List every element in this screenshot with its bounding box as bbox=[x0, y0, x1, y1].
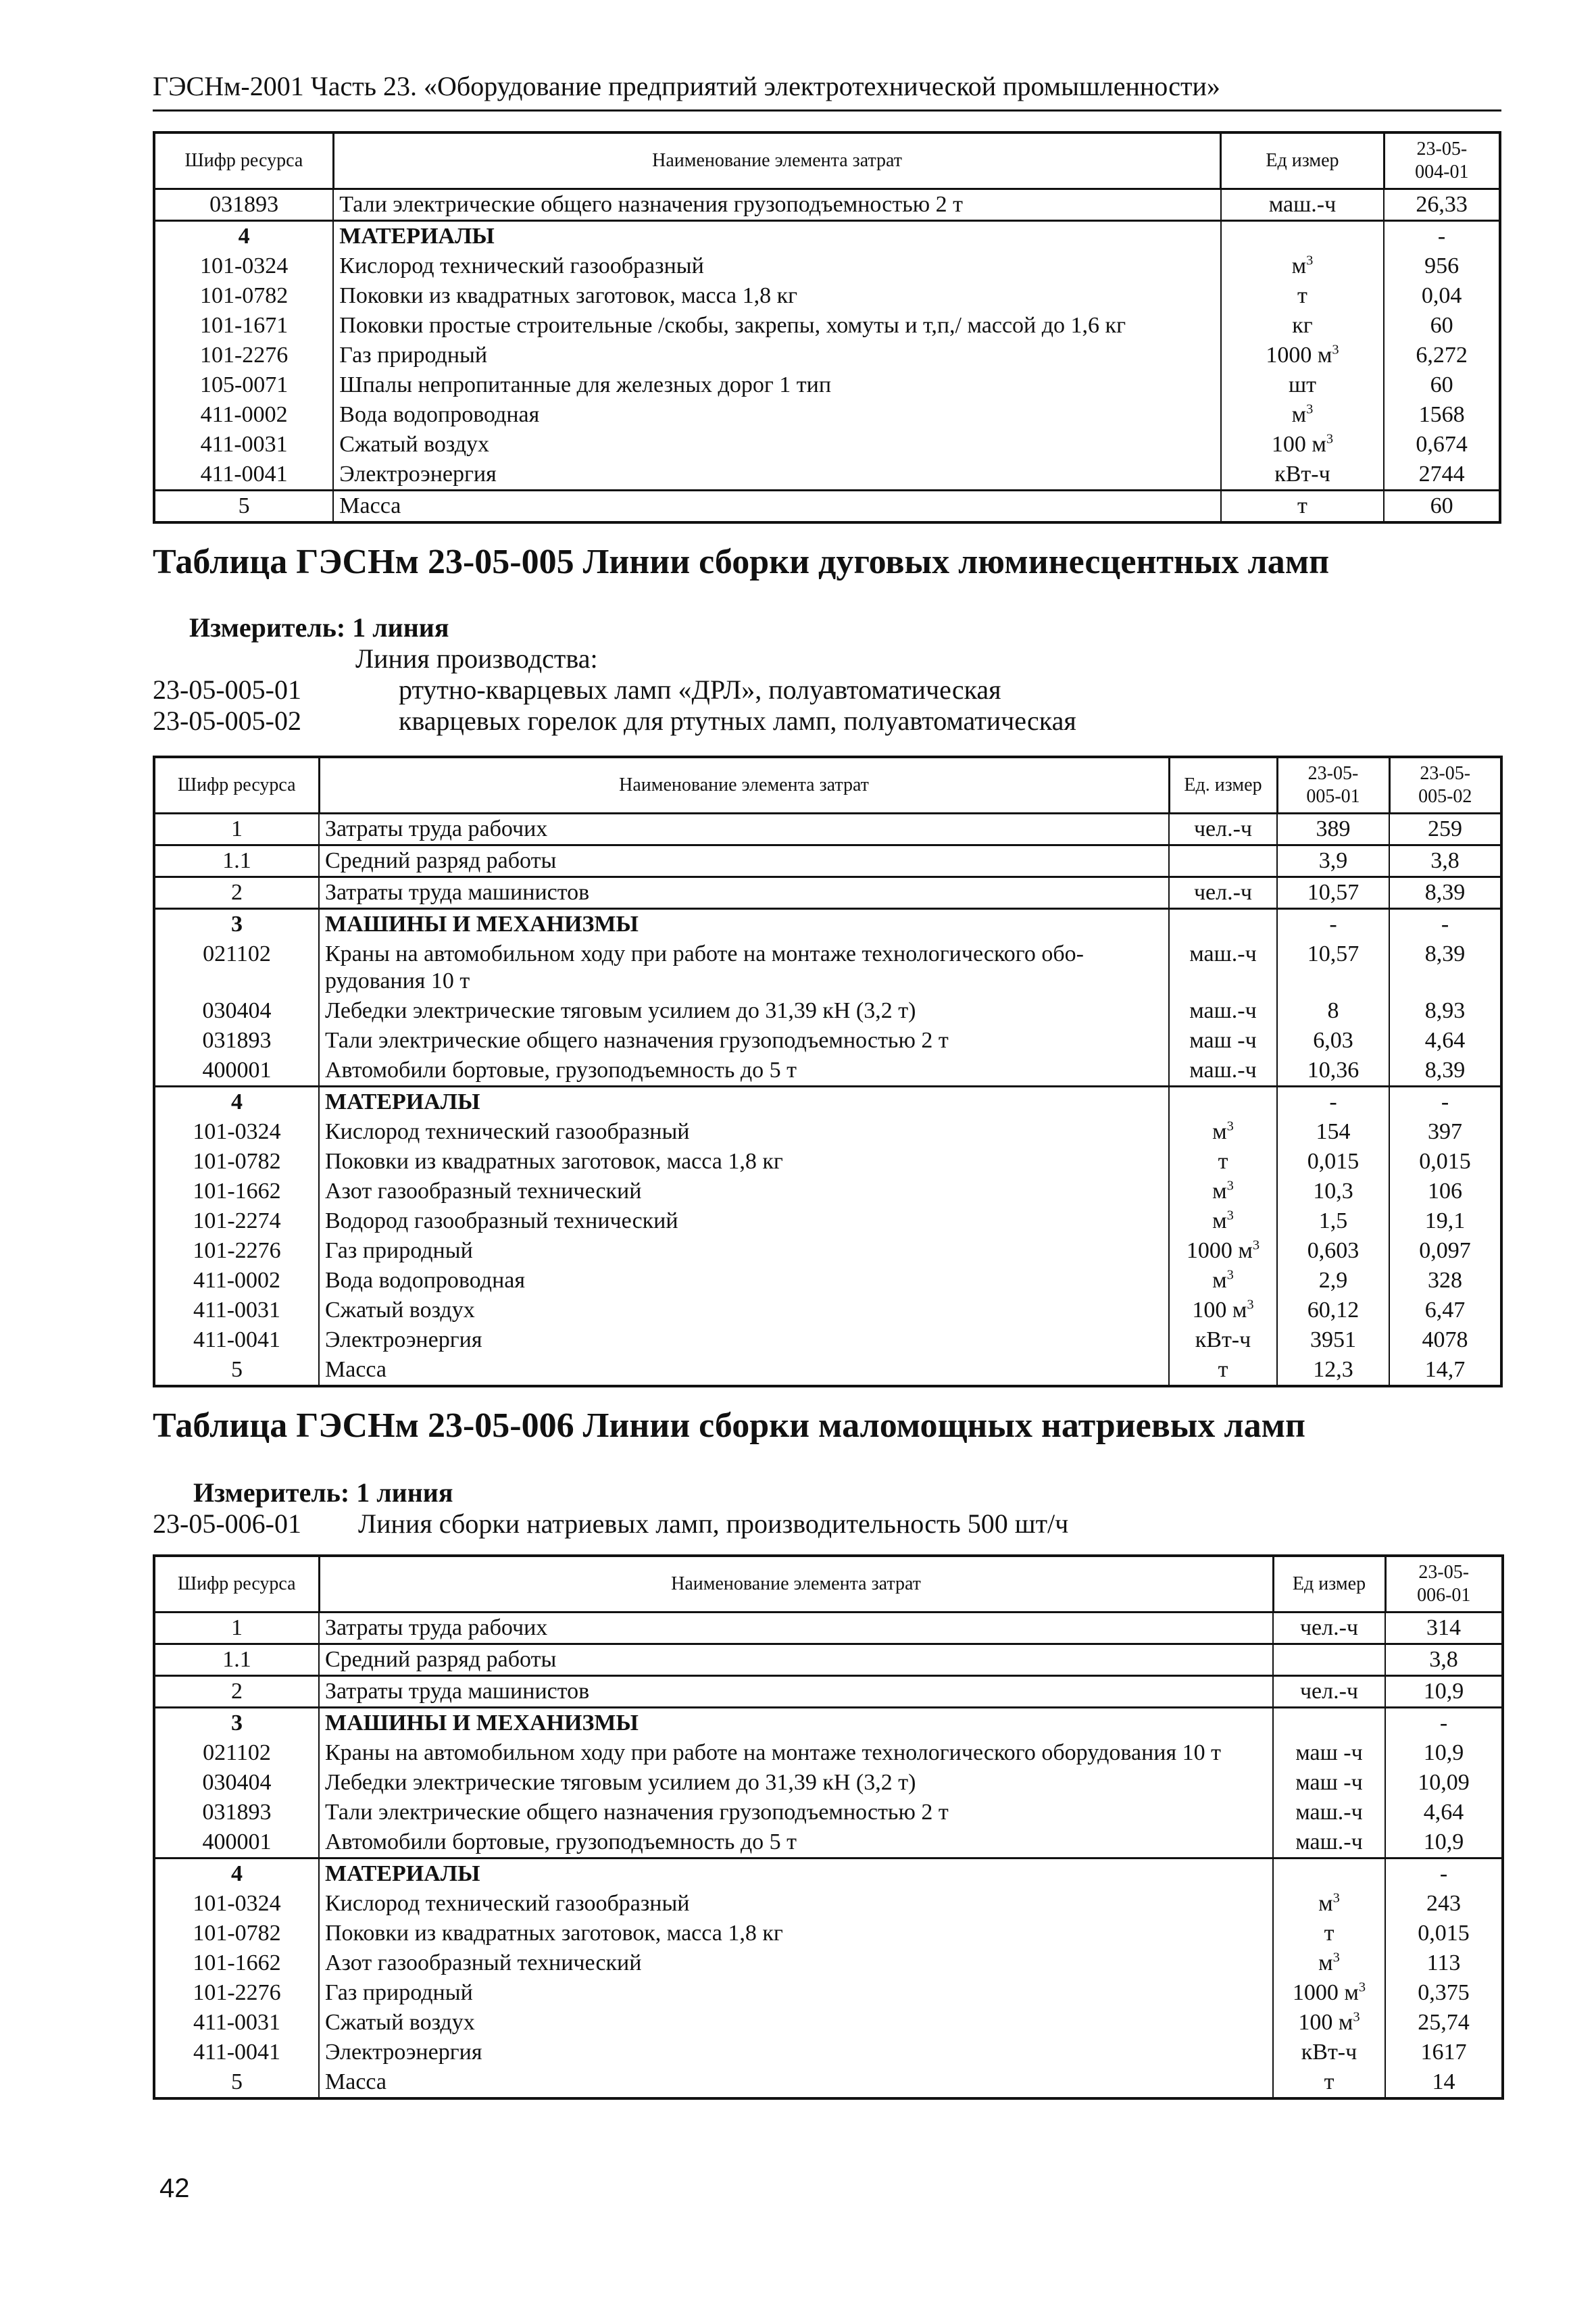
value-cell: 6,272 bbox=[1384, 341, 1500, 370]
resource-code: 021102 bbox=[154, 939, 319, 996]
value-cell: 1617 bbox=[1385, 2038, 1503, 2067]
variant-line bbox=[153, 674, 1501, 706]
value-cell: 4,64 bbox=[1389, 1026, 1501, 1056]
unit-cell: т bbox=[1169, 1147, 1277, 1177]
column-header: Ед. измер bbox=[1169, 757, 1277, 814]
resource-code: 4 bbox=[154, 1858, 319, 1890]
table-title-23-05-005: Таблица ГЭСНм 23-05-005 Линии сборки дуговых люминесцентных ламп bbox=[153, 543, 1330, 581]
resource-code: 411-0041 bbox=[154, 2038, 319, 2067]
table-row bbox=[154, 460, 1500, 491]
table-row bbox=[154, 1858, 1503, 1890]
resource-code: 411-0041 bbox=[154, 460, 333, 491]
unit-cell bbox=[1273, 1708, 1385, 1739]
page-number: 42 bbox=[159, 2173, 190, 2203]
unit-cell: $м^3$ bbox=[1273, 1889, 1385, 1919]
unit-cell: чел.-ч bbox=[1169, 877, 1277, 909]
resource-code: 101-2276 bbox=[154, 1978, 319, 2008]
table-row bbox=[154, 909, 1501, 940]
value-cell: - bbox=[1385, 1858, 1503, 1890]
column-header: 23-05- 004-01 bbox=[1384, 132, 1500, 189]
value-cell: 8,39 bbox=[1389, 877, 1501, 909]
column-header: Ед измер bbox=[1273, 1556, 1385, 1613]
meter-value: 1 линия bbox=[356, 1477, 453, 1508]
resource-code: 101-0782 bbox=[154, 1147, 319, 1177]
table-row bbox=[154, 1087, 1501, 1118]
resource-code: 4 bbox=[154, 1087, 319, 1118]
cost-element-name: Поковки из квадратных заготовок, масса 1,8 кг bbox=[319, 1147, 1169, 1177]
table-row bbox=[154, 491, 1500, 523]
value-cell: 0,375 bbox=[1385, 1978, 1503, 2008]
value-cell: 10,9 bbox=[1385, 1738, 1503, 1768]
cost-element-name: Тали электрические общего назначения грузоподъемностью 2 т bbox=[333, 189, 1221, 221]
variant-desc: Линия сборки натриевых ламп, производительность 500 шт/ч bbox=[358, 1508, 1069, 1539]
table-row bbox=[154, 1266, 1501, 1296]
cost-element-name: Кислород технический газообразный bbox=[319, 1889, 1273, 1919]
unit-cell bbox=[1169, 845, 1277, 877]
value-cell: - bbox=[1277, 1087, 1389, 1118]
value-cell: 397 bbox=[1389, 1117, 1501, 1147]
unit-cell bbox=[1273, 1858, 1385, 1890]
resource-code: 411-0031 bbox=[154, 430, 333, 460]
value-cell: 314 bbox=[1385, 1613, 1503, 1644]
unit-cell: чел.-ч bbox=[1273, 1676, 1385, 1708]
unit-cell: маш.-ч bbox=[1273, 1798, 1385, 1827]
table-row bbox=[154, 221, 1500, 252]
resource-code: 411-0031 bbox=[154, 2008, 319, 2038]
value-cell: 106 bbox=[1389, 1177, 1501, 1206]
cost-element-name: Газ природный bbox=[319, 1236, 1169, 1266]
table-row bbox=[154, 1355, 1501, 1386]
cost-element-name: Поковки из квадратных заготовок, масса 1,8 кг bbox=[319, 1919, 1273, 1948]
resource-code: 101-0782 bbox=[154, 1919, 319, 1948]
value-cell: 154 bbox=[1277, 1117, 1389, 1147]
cost-element-name: Электроэнергия bbox=[319, 1325, 1169, 1355]
value-cell: 10,9 bbox=[1385, 1827, 1503, 1858]
column-header: 23-05- 006-01 bbox=[1385, 1556, 1503, 1613]
table-row bbox=[154, 1948, 1503, 1978]
cost-element-name: Сжатый воздух bbox=[319, 1296, 1169, 1325]
value-cell: 2744 bbox=[1384, 460, 1500, 491]
cost-element-name: Лебедки электрические тяговым усилием до 31,39 кН (3,2 т) bbox=[319, 1768, 1273, 1798]
unit-cell: маш.-ч bbox=[1169, 1056, 1277, 1087]
cost-table-23-05-005 bbox=[153, 756, 1503, 1387]
table-row bbox=[154, 1738, 1503, 1768]
resource-code: 400001 bbox=[154, 1827, 319, 1858]
resource-code: 5 bbox=[154, 491, 333, 523]
column-header: 23-05- 005-01 bbox=[1277, 757, 1389, 814]
unit-cell: $м^3$ bbox=[1169, 1266, 1277, 1296]
value-cell: 0,603 bbox=[1277, 1236, 1389, 1266]
table-row bbox=[154, 311, 1500, 341]
cost-element-name: Кислород технический газообразный bbox=[333, 251, 1221, 281]
unit-cell: шт bbox=[1221, 370, 1384, 400]
cost-element-name: Краны на автомобильном ходу при работе на монтаже технологического обо-рудования 10 т bbox=[319, 939, 1169, 996]
unit-cell: маш -ч bbox=[1169, 1026, 1277, 1056]
table-header-row bbox=[154, 1556, 1503, 1613]
resource-code: 2 bbox=[154, 877, 319, 909]
unit-cell: $м^3$ bbox=[1221, 251, 1384, 281]
table-row bbox=[154, 341, 1500, 370]
resource-code: 101-1662 bbox=[154, 1177, 319, 1206]
cost-element-name: Масса bbox=[319, 1355, 1169, 1386]
unit-cell: маш -ч bbox=[1273, 1768, 1385, 1798]
unit-cell: т bbox=[1169, 1355, 1277, 1386]
unit-cell: 1000 $м^3$ bbox=[1169, 1236, 1277, 1266]
cost-element-name: Тали электрические общего назначения грузоподъемностью 2 т bbox=[319, 1798, 1273, 1827]
value-cell: 8,39 bbox=[1389, 939, 1501, 996]
table-row bbox=[154, 1644, 1503, 1676]
value-cell: 389 bbox=[1277, 814, 1389, 845]
value-cell: - bbox=[1384, 221, 1500, 252]
unit-cell: маш -ч bbox=[1273, 1738, 1385, 1768]
resource-code: 031893 bbox=[154, 1026, 319, 1056]
value-cell: 113 bbox=[1385, 1948, 1503, 1978]
cost-element-name: Масса bbox=[319, 2067, 1273, 2098]
value-cell: 12,3 bbox=[1277, 1355, 1389, 1386]
table-row bbox=[154, 1026, 1501, 1056]
cost-element-name: Кислород технический газообразный bbox=[319, 1117, 1169, 1147]
resource-code: 3 bbox=[154, 1708, 319, 1739]
resource-code: 411-0041 bbox=[154, 1325, 319, 1355]
value-cell: - bbox=[1385, 1708, 1503, 1739]
cost-element-name: Вода водопроводная bbox=[333, 400, 1221, 430]
value-cell: - bbox=[1389, 909, 1501, 940]
value-cell: 10,3 bbox=[1277, 1177, 1389, 1206]
unit-cell: 1000 $м^3$ bbox=[1221, 341, 1384, 370]
column-header: Шифр ресурса bbox=[154, 757, 319, 814]
value-cell: 3,9 bbox=[1277, 845, 1389, 877]
cost-element-name: МАТЕРИАЛЫ bbox=[319, 1087, 1169, 1118]
value-cell: 8,39 bbox=[1389, 1056, 1501, 1087]
resource-code: 411-0002 bbox=[154, 1266, 319, 1296]
unit-cell bbox=[1221, 221, 1384, 252]
table-row bbox=[154, 1613, 1503, 1644]
value-cell: 26,33 bbox=[1384, 189, 1500, 221]
table-row bbox=[154, 1889, 1503, 1919]
resource-code: 101-0782 bbox=[154, 281, 333, 311]
column-header: Ед измер bbox=[1221, 132, 1384, 189]
meter-block-23-05-005 bbox=[153, 612, 1501, 737]
value-cell: - bbox=[1389, 1087, 1501, 1118]
column-header: Наименование элемента затрат bbox=[319, 757, 1169, 814]
table-header-row bbox=[154, 132, 1500, 189]
table-row bbox=[154, 400, 1500, 430]
value-cell: 0,015 bbox=[1389, 1147, 1501, 1177]
value-cell: 6,47 bbox=[1389, 1296, 1501, 1325]
meter-label: Измеритель: bbox=[193, 1477, 350, 1508]
cost-element-name: МАТЕРИАЛЫ bbox=[333, 221, 1221, 252]
unit-cell: кг bbox=[1221, 311, 1384, 341]
value-cell: 60 bbox=[1384, 491, 1500, 523]
value-cell: 0,097 bbox=[1389, 1236, 1501, 1266]
table-row bbox=[154, 996, 1501, 1026]
resource-code: 1.1 bbox=[154, 845, 319, 877]
cost-element-name: МАТЕРИАЛЫ bbox=[319, 1858, 1273, 1890]
table-row bbox=[154, 845, 1501, 877]
value-cell: 243 bbox=[1385, 1889, 1503, 1919]
value-cell: 3,8 bbox=[1385, 1644, 1503, 1676]
table-row bbox=[154, 2038, 1503, 2067]
variant-desc: кварцевых горелок для ртутных ламп, полуавтоматическая bbox=[399, 706, 1076, 736]
value-cell: 60 bbox=[1384, 311, 1500, 341]
table-row bbox=[154, 1919, 1503, 1948]
unit-cell: маш.-ч bbox=[1169, 939, 1277, 996]
table-row bbox=[154, 1177, 1501, 1206]
cost-table-23-05-004 bbox=[153, 131, 1501, 524]
resource-code: 411-0031 bbox=[154, 1296, 319, 1325]
value-cell: 25,74 bbox=[1385, 2008, 1503, 2038]
column-header: Наименование элемента затрат bbox=[333, 132, 1221, 189]
cost-element-name: Азот газообразный технический bbox=[319, 1948, 1273, 1978]
cost-element-name: Сжатый воздух bbox=[333, 430, 1221, 460]
variant-line bbox=[153, 1508, 1501, 1540]
resource-code: 030404 bbox=[154, 996, 319, 1026]
table-row bbox=[154, 251, 1500, 281]
variant-code: 23-05-005-01 bbox=[153, 674, 301, 705]
value-cell: 0,015 bbox=[1277, 1147, 1389, 1177]
cost-element-name: Автомобили бортовые, грузоподъемность до 5 т bbox=[319, 1827, 1273, 1858]
unit-cell: кВт-ч bbox=[1273, 2038, 1385, 2067]
unit-cell: маш.-ч bbox=[1273, 1827, 1385, 1858]
table-title-23-05-006: Таблица ГЭСНм 23-05-006 Линии сборки маломощных натриевых ламп bbox=[153, 1406, 1305, 1445]
value-cell: 10,09 bbox=[1385, 1768, 1503, 1798]
value-cell: 60,12 bbox=[1277, 1296, 1389, 1325]
variant-line bbox=[153, 706, 1501, 737]
resource-code: 5 bbox=[154, 2067, 319, 2098]
cost-element-name: Масса bbox=[333, 491, 1221, 523]
unit-cell: чел.-ч bbox=[1273, 1613, 1385, 1644]
variant-code: 23-05-005-02 bbox=[153, 706, 301, 736]
unit-cell: $м^3$ bbox=[1169, 1117, 1277, 1147]
cost-element-name: Поковки из квадратных заготовок, масса 1,8 кг bbox=[333, 281, 1221, 311]
cost-element-name: Лебедки электрические тяговым усилием до 31,39 кН (3,2 т) bbox=[319, 996, 1169, 1026]
resource-code: 411-0002 bbox=[154, 400, 333, 430]
resource-code: 4 bbox=[154, 221, 333, 252]
resource-code: 101-0324 bbox=[154, 1889, 319, 1919]
column-header: Шифр ресурса bbox=[154, 1556, 319, 1613]
table-row bbox=[154, 1768, 1503, 1798]
cost-element-name: Газ природный bbox=[333, 341, 1221, 370]
value-cell: 4078 bbox=[1389, 1325, 1501, 1355]
production-label: Линия производства: bbox=[355, 643, 598, 674]
table-row bbox=[154, 2008, 1503, 2038]
unit-cell: $м^3$ bbox=[1221, 400, 1384, 430]
value-cell: 0,674 bbox=[1384, 430, 1500, 460]
unit-cell: т bbox=[1221, 281, 1384, 311]
unit-cell bbox=[1169, 909, 1277, 940]
cost-element-name: Тали электрические общего назначения грузоподъемностью 2 т bbox=[319, 1026, 1169, 1056]
value-cell: 4,64 bbox=[1385, 1798, 1503, 1827]
value-cell: 60 bbox=[1384, 370, 1500, 400]
resource-code: 101-0324 bbox=[154, 251, 333, 281]
unit-cell: т bbox=[1273, 1919, 1385, 1948]
table-row bbox=[154, 430, 1500, 460]
table-row bbox=[154, 281, 1500, 311]
meter-block-23-05-006 bbox=[153, 1477, 1501, 1540]
cost-element-name: Азот газообразный технический bbox=[319, 1177, 1169, 1206]
value-cell: - bbox=[1277, 909, 1389, 940]
table-row bbox=[154, 1236, 1501, 1266]
table-row bbox=[154, 814, 1501, 845]
unit-cell: 100 $м^3$ bbox=[1273, 2008, 1385, 2038]
resource-code: 1.1 bbox=[154, 1644, 319, 1676]
table-row bbox=[154, 1147, 1501, 1177]
value-cell: 10,9 bbox=[1385, 1676, 1503, 1708]
value-cell: 956 bbox=[1384, 251, 1500, 281]
cost-element-name: Вода водопроводная bbox=[319, 1266, 1169, 1296]
table-row bbox=[154, 1708, 1503, 1739]
resource-code: 101-0324 bbox=[154, 1117, 319, 1147]
value-cell: 0,04 bbox=[1384, 281, 1500, 311]
value-cell: 259 bbox=[1389, 814, 1501, 845]
value-cell: 19,1 bbox=[1389, 1206, 1501, 1236]
cost-element-name: Водород газообразный технический bbox=[319, 1206, 1169, 1236]
variant-code: 23-05-006-01 bbox=[153, 1508, 301, 1539]
unit-cell: маш.-ч bbox=[1221, 189, 1384, 221]
variant-desc: ртутно-кварцевых ламп «ДРЛ», полуавтоматическая bbox=[399, 674, 1001, 705]
cost-element-name: Сжатый воздух bbox=[319, 2008, 1273, 2038]
resource-code: 400001 bbox=[154, 1056, 319, 1087]
resource-code: 101-1671 bbox=[154, 311, 333, 341]
resource-code: 101-2274 bbox=[154, 1206, 319, 1236]
unit-cell: т bbox=[1221, 491, 1384, 523]
cost-element-name: Краны на автомобильном ходу при работе на монтаже технологического оборудования 10 т bbox=[319, 1738, 1273, 1768]
resource-code: 3 bbox=[154, 909, 319, 940]
table-row bbox=[154, 1296, 1501, 1325]
cost-table-23-05-006 bbox=[153, 1554, 1504, 2100]
unit-cell: 100 $м^3$ bbox=[1169, 1296, 1277, 1325]
meter-value: 1 линия bbox=[352, 612, 449, 643]
resource-code: 021102 bbox=[154, 1738, 319, 1768]
cost-element-name: Газ природный bbox=[319, 1978, 1273, 2008]
value-cell: 3,8 bbox=[1389, 845, 1501, 877]
cost-element-name: Затраты труда машинистов bbox=[319, 877, 1169, 909]
meter-label: Измеритель: bbox=[189, 612, 346, 643]
value-cell: 10,57 bbox=[1277, 877, 1389, 909]
column-header: Шифр ресурса bbox=[154, 132, 333, 189]
value-cell: 0,015 bbox=[1385, 1919, 1503, 1948]
table-row bbox=[154, 1117, 1501, 1147]
value-cell: 2,9 bbox=[1277, 1266, 1389, 1296]
resource-code: 031893 bbox=[154, 1798, 319, 1827]
table-row bbox=[154, 1056, 1501, 1087]
cost-element-name: Затраты труда рабочих bbox=[319, 1613, 1273, 1644]
value-cell: 14,7 bbox=[1389, 1355, 1501, 1386]
table-row bbox=[154, 1676, 1503, 1708]
table-header-row bbox=[154, 757, 1501, 814]
cost-element-name: Электроэнергия bbox=[333, 460, 1221, 491]
table-row bbox=[154, 1798, 1503, 1827]
resource-code: 5 bbox=[154, 1355, 319, 1386]
unit-cell: кВт-ч bbox=[1221, 460, 1384, 491]
cost-element-name: Шпалы непропитанные для железных дорог 1 тип bbox=[333, 370, 1221, 400]
cost-element-name: Автомобили бортовые, грузоподъемность до 5 т bbox=[319, 1056, 1169, 1087]
cost-element-name: Средний разряд работы bbox=[319, 845, 1169, 877]
resource-code: 101-1662 bbox=[154, 1948, 319, 1978]
value-cell: 328 bbox=[1389, 1266, 1501, 1296]
table-row bbox=[154, 370, 1500, 400]
table-row bbox=[154, 939, 1501, 996]
unit-cell: маш.-ч bbox=[1169, 996, 1277, 1026]
unit-cell: $м^3$ bbox=[1273, 1948, 1385, 1978]
table-row bbox=[154, 1206, 1501, 1236]
resource-code: 105-0071 bbox=[154, 370, 333, 400]
resource-code: 1 bbox=[154, 814, 319, 845]
cost-element-name: Затраты труда рабочих bbox=[319, 814, 1169, 845]
cost-element-name: Средний разряд работы bbox=[319, 1644, 1273, 1676]
resource-code: 2 bbox=[154, 1676, 319, 1708]
unit-cell: кВт-ч bbox=[1169, 1325, 1277, 1355]
cost-element-name: МАШИНЫ И МЕХАНИЗМЫ bbox=[319, 1708, 1273, 1739]
unit-cell: чел.-ч bbox=[1169, 814, 1277, 845]
value-cell: 1,5 bbox=[1277, 1206, 1389, 1236]
table-row bbox=[154, 2067, 1503, 2098]
unit-cell bbox=[1169, 1087, 1277, 1118]
table-row bbox=[154, 1978, 1503, 2008]
resource-code: 030404 bbox=[154, 1768, 319, 1798]
value-cell: 8,93 bbox=[1389, 996, 1501, 1026]
unit-cell: 100 $м^3$ bbox=[1221, 430, 1384, 460]
resource-code: 031893 bbox=[154, 189, 333, 221]
table-row bbox=[154, 1325, 1501, 1355]
unit-cell: т bbox=[1273, 2067, 1385, 2098]
cost-element-name: МАШИНЫ И МЕХАНИЗМЫ bbox=[319, 909, 1169, 940]
column-header: 23-05- 005-02 bbox=[1389, 757, 1501, 814]
cost-element-name: Поковки простые строительные /скобы, закрепы, хомуты и т,п,/ массой до 1,6 кг bbox=[333, 311, 1221, 341]
table-row bbox=[154, 189, 1500, 221]
value-cell: 10,36 bbox=[1277, 1056, 1389, 1087]
value-cell: 3951 bbox=[1277, 1325, 1389, 1355]
unit-cell: $м^3$ bbox=[1169, 1177, 1277, 1206]
value-cell: 10,57 bbox=[1277, 939, 1389, 996]
unit-cell: 1000 $м^3$ bbox=[1273, 1978, 1385, 2008]
unit-cell: $м^3$ bbox=[1169, 1206, 1277, 1236]
page-header: ГЭСНм-2001 Часть 23. «Оборудование предприятий электротехнической промышленности» bbox=[153, 68, 1501, 112]
value-cell: 1568 bbox=[1384, 400, 1500, 430]
table-row bbox=[154, 1827, 1503, 1858]
resource-code: 101-2276 bbox=[154, 341, 333, 370]
table-row bbox=[154, 877, 1501, 909]
value-cell: 8 bbox=[1277, 996, 1389, 1026]
resource-code: 1 bbox=[154, 1613, 319, 1644]
cost-element-name: Затраты труда машинистов bbox=[319, 1676, 1273, 1708]
resource-code: 101-2276 bbox=[154, 1236, 319, 1266]
column-header: Наименование элемента затрат bbox=[319, 1556, 1273, 1613]
unit-cell bbox=[1273, 1644, 1385, 1676]
cost-element-name: Электроэнергия bbox=[319, 2038, 1273, 2067]
value-cell: 14 bbox=[1385, 2067, 1503, 2098]
value-cell: 6,03 bbox=[1277, 1026, 1389, 1056]
